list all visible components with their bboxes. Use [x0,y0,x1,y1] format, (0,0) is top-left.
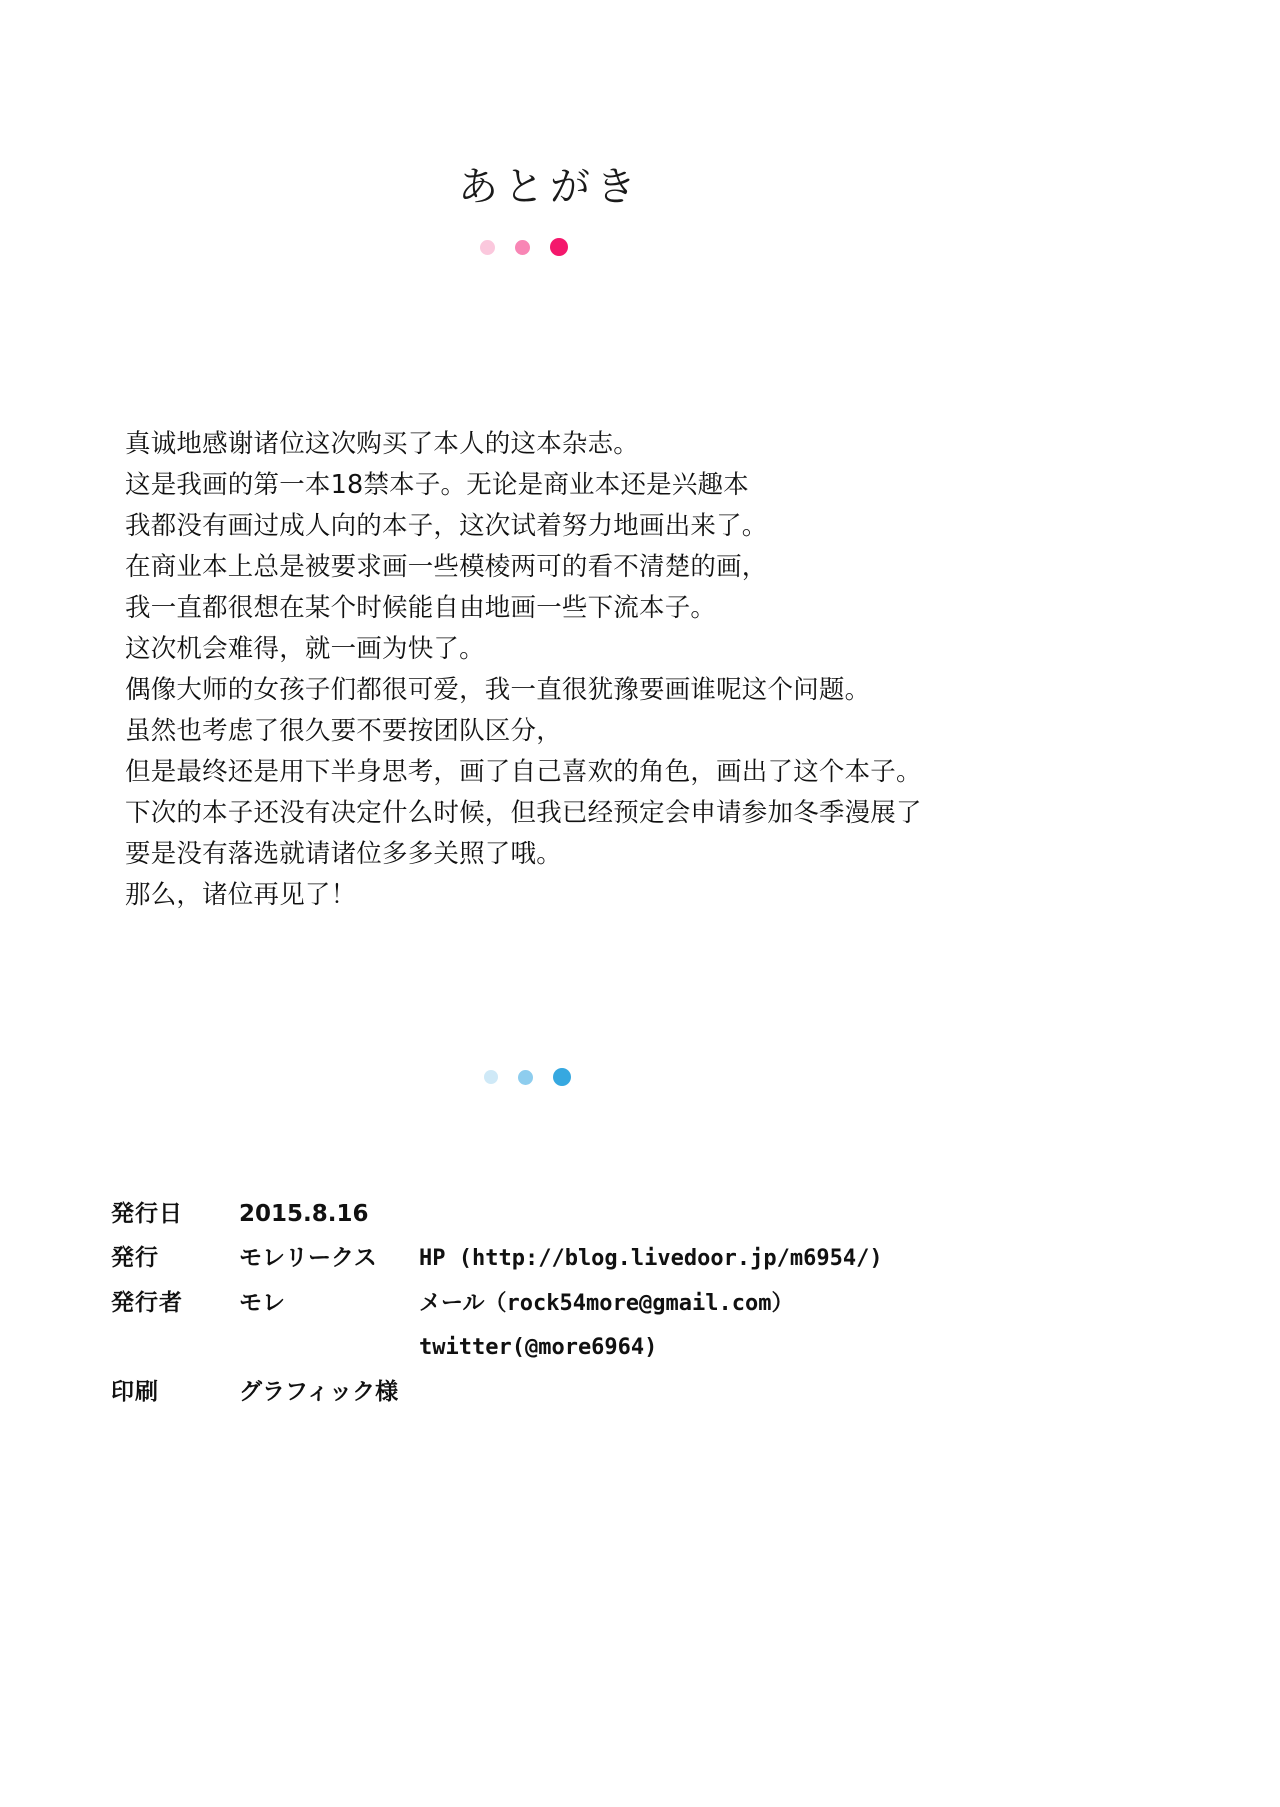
dot-row-bottom [484,1068,571,1086]
dot-blue-light [484,1070,498,1084]
dot-pink-light [480,240,495,255]
colophon [111,1192,1111,1414]
colophon-date-value: 2015.8.16 [239,1201,369,1227]
page-title: あとがき [458,164,642,210]
colophon-print-label: 印刷 [111,1379,159,1405]
body-line: 但是最终还是用下半身思考，画了自己喜欢的角色，画出了这个本子。 [125,757,922,787]
colophon-row-publisher [111,1236,1111,1281]
colophon-row-print [111,1370,1111,1414]
dot-pink-medium [515,240,530,255]
body-line: 真诚地感谢诸位这次购买了本人的这本杂志。 [125,429,640,459]
body-line: 偶像大师的女孩子们都很可爱，我一直很犹豫要画谁呢这个问题。 [125,675,871,705]
colophon-hp-value: HP (http://blog.livedoor.jp/m6954/) [419,1246,883,1271]
dot-row-top [480,238,568,256]
colophon-twitter-value: twitter(@more6964) [419,1335,658,1360]
colophon-row-date [111,1192,1111,1236]
colophon-row-twitter [111,1326,1111,1370]
dot-blue-medium [518,1070,533,1085]
dot-pink-strong [550,238,568,256]
colophon-publisher-value: モレリークス [239,1245,377,1271]
colophon-mail-value: メール（rock54more@gmail.com） [419,1291,794,1316]
body-line: 我都没有画过成人向的本子，这次试着努力地画出来了。 [125,511,768,541]
body-line: 下次的本子还没有决定什么时候，但我已经预定会申请参加冬季漫展了 [125,798,922,828]
colophon-author-value: モレ [239,1290,285,1316]
colophon-date-label: 発行日 [111,1201,183,1227]
body-line: 虽然也考虑了很久要不要按团队区分， [125,716,562,746]
colophon-publisher-label: 発行 [111,1245,159,1271]
colophon-author-label: 発行者 [111,1290,183,1316]
colophon-print-value: グラフィック様 [239,1379,399,1405]
body-line: 那么，诸位再见了！ [125,880,357,910]
body-line: 我一直都很想在某个时候能自由地画一些下流本子。 [125,593,717,623]
colophon-row-author [111,1281,1111,1326]
afterword-body [125,424,1025,916]
body-line: 这是我画的第一本18禁本子。无论是商业本还是兴趣本 [125,470,749,500]
body-line: 这次机会难得，就一画为快了。 [125,634,485,664]
body-line: 要是没有落选就请诸位多多关照了哦。 [125,839,562,869]
body-line: 在商业本上总是被要求画一些模棱两可的看不清楚的画， [125,552,768,582]
dot-blue-strong [553,1068,571,1086]
